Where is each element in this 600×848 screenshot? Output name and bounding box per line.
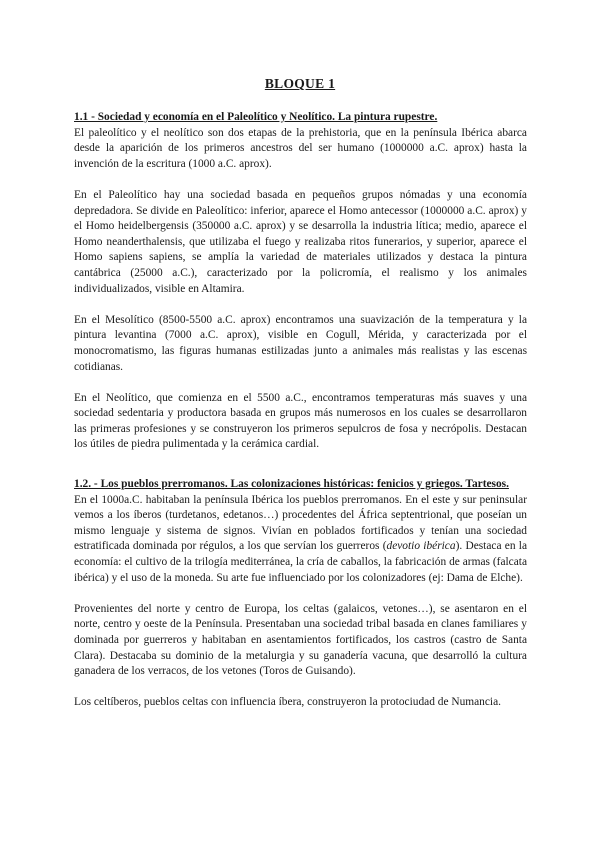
- section-2-paragraph-1: [74, 493, 527, 587]
- section-1: [74, 110, 527, 453]
- section-2-paragraph-2: Provenientes del norte y centro de Europa, los celtas (galaicos, vetones…), se asentaron en el norte, centro y oeste de la Península. Presentaban una sociedad tribal basada en clanes familiares y dominada por guerreros y habitaban en asentamientos fortificados, los castros (castro de Santa Clara). Destacaba su dominio de la metalurgia y su ganadería vacuna, que desarrolló la cultura ganadera de los verracos, de los vetones (Toros de Guisando).: [74, 602, 527, 678]
- section-2-paragraph-3: Los celtíberos, pueblos celtas con influencia íbera, construyeron la protociudad de Numancia.: [74, 696, 501, 709]
- section-1-paragraph-2: En el Paleolítico hay una sociedad basada en pequeños grupos nómadas y una economía depredadora. Se divide en Paleolítico: inferior, aparece el Homo antecessor (1000000 a.C. aprox) y el Homo heidelbergensis (350000 a.C. aprox) y se desarrolla la industria lítica; medio, aparece el Homo neanderthalensis, que utilizaba el fuego y realizaba ritos funerarios, y superior, aparece el Homo sapiens sapiens, se amplía la variedad de materiales utilizados y destaca la pintura cantábrica (25000 a.C.), caracterizado por la policromía, el realismo y los animales individualizados, visible en Altamira.: [74, 188, 527, 295]
- section-2: [74, 477, 527, 711]
- section-2-heading: 1.2. - Los pueblos prerromanos. Las colonizaciones históricas: fenicios y griegos. Tartesos.: [74, 478, 509, 490]
- section-1-paragraph-3: En el Mesolítico (8500-5500 a.C. aprox) encontramos una suavización de la temperatura y la pintura levantina (7000 a.C. aprox), visible en Cogull, Mérida, y caracterizada por el monocromatismo, las figuras humanas estilizadas junto a animales más realistas y las escenas cotidianas.: [74, 313, 527, 373]
- paragraph-text: En el 1000a.C. habitaban la península Ibérica los pueblos prerromanos. En el este y sur peninsular vemos a los íberos (turdetanos, edetanos…) procedentes del África septentrional, que poseían un mismo lenguaje y sistema de signos. Vivían en poblados fortificados y tenían una sociedad estratificada dominada por régulos, a los que servían los guerreros (: [74, 493, 527, 553]
- page-title: BLOQUE 1: [264, 76, 336, 91]
- section-1-heading: 1.1 - Sociedad y economía en el Paleolítico y Neolítico. La pintura rupestre.: [74, 111, 438, 123]
- section-1-paragraph-1: El paleolítico y el neolítico son dos etapas de la prehistoria, que en la península Ibérica abarca desde la aparición de los primeros ancestros del ser humano (1000000 a.C. aprox) hasta la invención de la escritura (1000 a.C. aprox).: [74, 126, 527, 170]
- paragraph-text: ). Destaca en la economía: el cultivo de la trilogía mediterránea, la cría de caballos, la fabricación de armas (falcata ibérica) y el uso de la moneda. Su arte fue influenciado por los colonizadores (ej: Dama de Elche).: [74, 540, 527, 584]
- section-1-paragraph-4: En el Neolítico, que comienza en el 5500 a.C., encontramos temperaturas más suaves y una sociedad sedentaria y productora basada en grupos más numerosos en los cuales se desarrollaron las primeras profesiones y se construyeron los primeros sepulcros de fosa y necrópolis. Destacan los útiles de piedra pulimentada y la cerámica cardial.: [74, 391, 527, 451]
- italic-term: devotio ibérica: [386, 540, 456, 553]
